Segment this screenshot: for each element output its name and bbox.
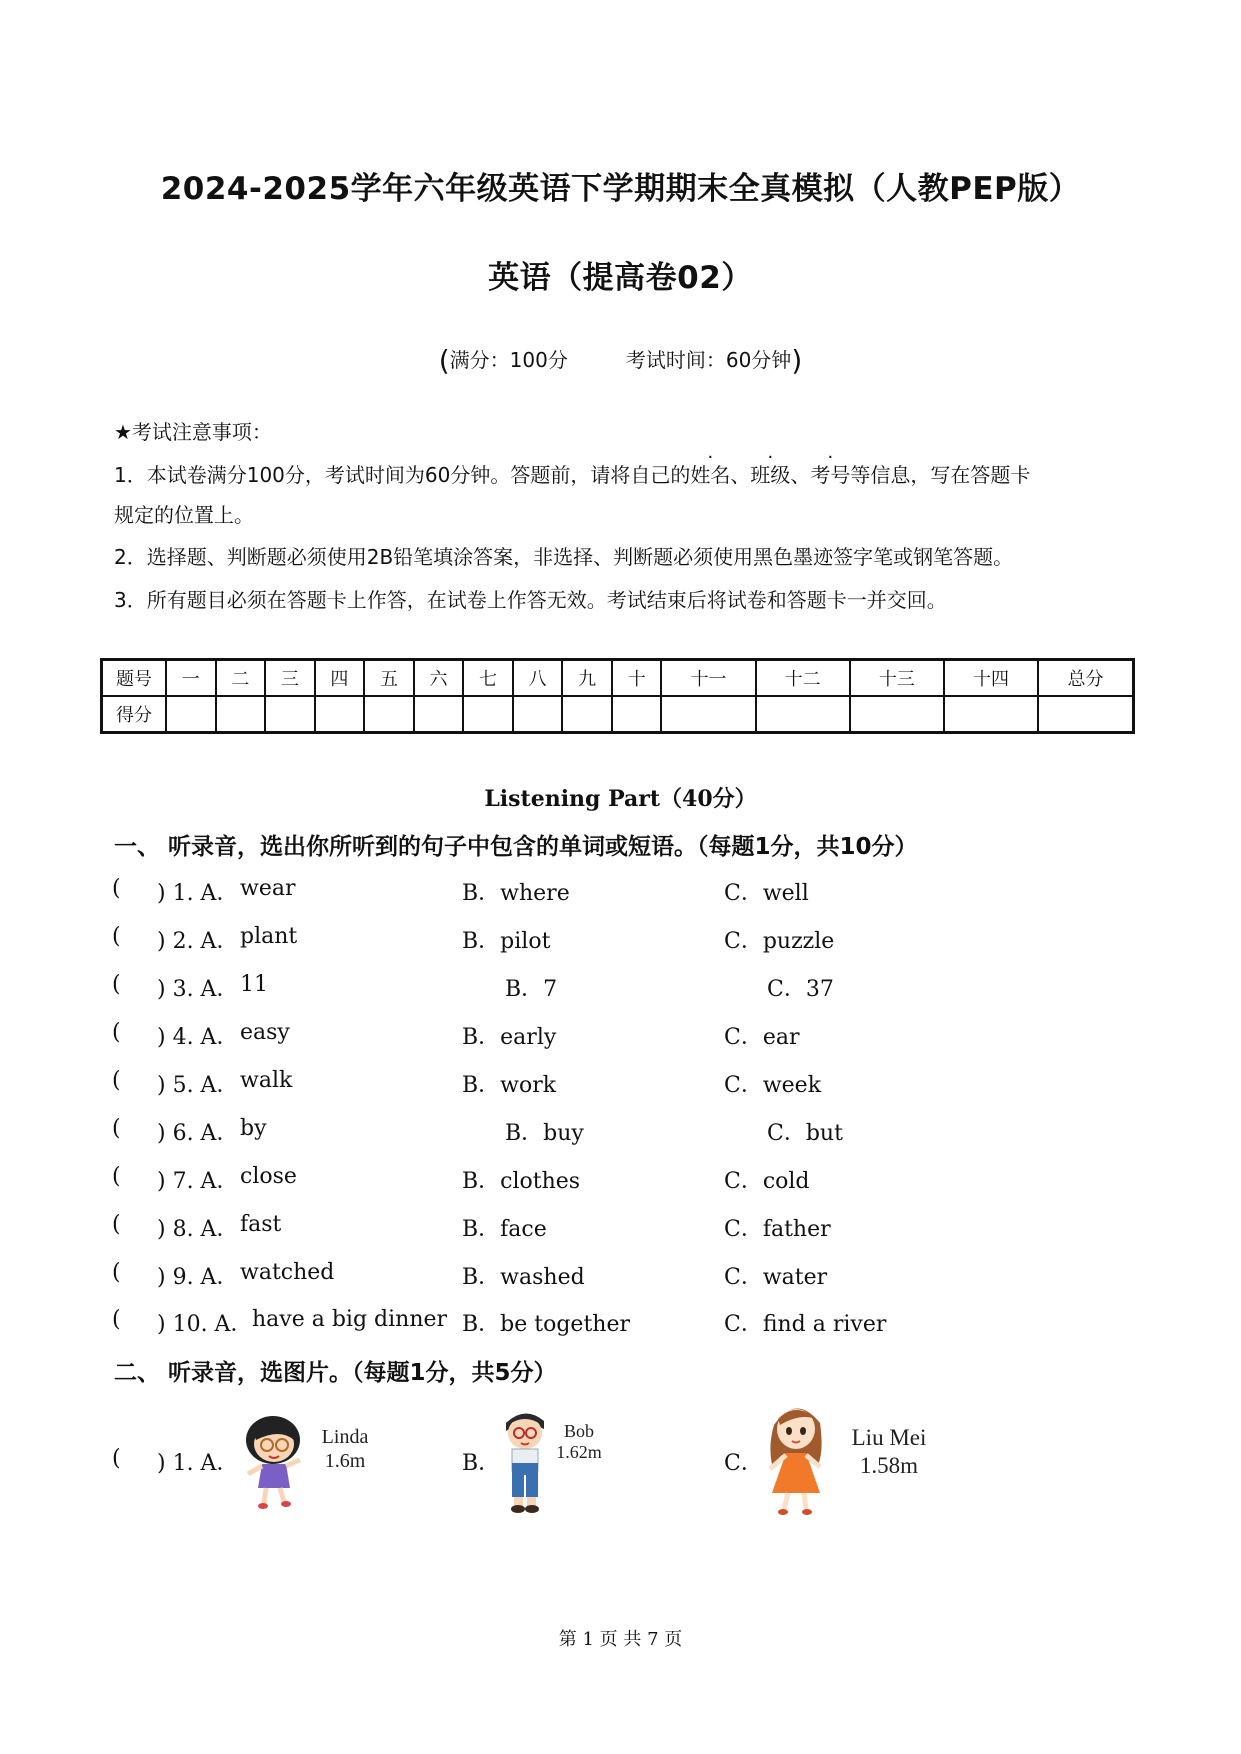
bob-name-label: Bob [563, 1421, 594, 1441]
score-col: 六 [414, 660, 464, 697]
score-col: 总分 [1038, 660, 1133, 697]
score-col: 五 [364, 660, 414, 697]
score-cell[interactable] [364, 696, 414, 733]
id-emphasis: 考号 [810, 463, 851, 487]
note-1-cont: 规定的位置上。 [114, 503, 254, 527]
score-cell[interactable] [850, 696, 944, 733]
girl-linda-icon [240, 1410, 310, 1510]
score-cell[interactable] [463, 696, 513, 733]
score-cell[interactable] [562, 696, 612, 733]
liu-mei-height-label: 1.58m [859, 1453, 919, 1478]
score-cell[interactable] [414, 696, 464, 733]
full-score: 满分：100分 [449, 348, 568, 372]
picture-option-b[interactable] [500, 1405, 620, 1517]
listening-part-title: Listening Part（40分） [484, 786, 757, 812]
score-col: 七 [463, 660, 513, 697]
score-col: 十 [612, 660, 662, 697]
score-table-header-label: 题号 [102, 660, 167, 697]
score-cell[interactable] [265, 696, 315, 733]
score-col: 十四 [944, 660, 1038, 697]
score-cell[interactable] [1038, 696, 1133, 733]
score-col: 十三 [850, 660, 944, 697]
score-col: 十一 [661, 660, 755, 697]
picture-option-c[interactable] [760, 1395, 940, 1517]
picture-option-a[interactable] [240, 1410, 380, 1515]
score-col: 三 [265, 660, 315, 697]
score-table-header-row [102, 660, 1134, 697]
note-3: 3．所有题目必须在答题卡上作答，在试卷上作答无效。考试结束后将试卷和答题卡一并交回。 [114, 588, 947, 612]
question2-heading: 二、 听录音，选图片。（每题1分，共5分） [114, 1360, 557, 1386]
score-cell[interactable] [661, 696, 755, 733]
score-cell[interactable] [612, 696, 662, 733]
linda-name-label: Linda [321, 1426, 369, 1448]
score-table-score-row [102, 696, 1134, 733]
score-col: 九 [562, 660, 612, 697]
score-col: 八 [513, 660, 563, 697]
exam-time: 考试时间：60分钟 [625, 348, 792, 372]
girl-liu-mei-icon [760, 1395, 832, 1517]
exam-info: (满分：100分 考试时间：60分钟) [438, 344, 803, 377]
boy-bob-icon [500, 1405, 550, 1515]
score-table [100, 658, 1135, 734]
score-cell[interactable] [944, 696, 1038, 733]
score-col: 四 [315, 660, 365, 697]
linda-height-label: 1.6m [324, 1450, 366, 1472]
score-cell[interactable] [513, 696, 563, 733]
note-1: 1．本试卷满分100分，考试时间为60分钟。答题前，请将自己的姓名、班级、考号等信息，写在答题卡 [114, 463, 1031, 487]
class-emphasis: 班级 [750, 463, 791, 487]
score-cell[interactable] [216, 696, 266, 733]
score-cell[interactable] [315, 696, 365, 733]
score-col: 十二 [756, 660, 850, 697]
bob-height-label: 1.62m [556, 1442, 602, 1462]
score-table-row-label: 得分 [102, 696, 167, 733]
notes-heading: ★考试注意事项： [114, 420, 272, 444]
exam-subtitle: 英语（提高卷02） [488, 260, 753, 296]
liu-mei-name-label: Liu Mei [851, 1425, 927, 1450]
exam-title: 2024-2025学年六年级英语下学期期末全真模拟（人教PEP版） [160, 171, 1081, 207]
note-2: 2．选择题、判断题必须使用2B铅笔填涂答案，非选择、判断题必须使用黑色墨迹签字笔或钢笔答题。 [114, 545, 1014, 569]
score-col: 一 [166, 660, 216, 697]
name-emphasis: 姓名 [690, 463, 731, 487]
page-number: 第 1 页 共 7 页 [558, 1629, 683, 1650]
score-col: 二 [216, 660, 266, 697]
score-cell[interactable] [166, 696, 216, 733]
question1-heading: 一、 听录音，选出你所听到的句子中包含的单词或短语。（每题1分，共10分） [114, 834, 918, 860]
score-cell[interactable] [756, 696, 850, 733]
